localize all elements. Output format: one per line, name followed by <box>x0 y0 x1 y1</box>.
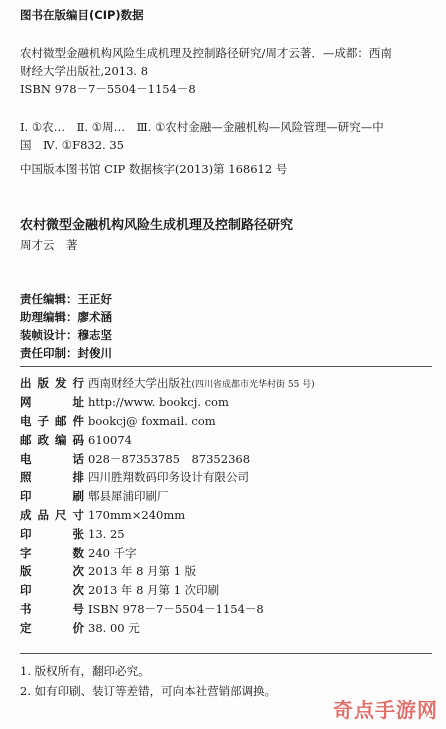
publication-value-text: 240 千字 <box>88 545 137 560</box>
publication-row <box>20 600 432 619</box>
book-title: 农村微型金融机构风险生成机理及控制路径研究 <box>20 218 294 233</box>
publication-label: 印 刷 <box>20 489 84 504</box>
publication-label: 电 话 <box>20 451 84 466</box>
publication-row <box>20 506 432 525</box>
publication-value <box>88 563 196 579</box>
publication-row <box>20 468 432 487</box>
publication-value <box>88 620 140 636</box>
publication-value <box>88 508 185 522</box>
publication-value-text: 四川胜翔数码印务设计有限公司 <box>88 470 249 485</box>
publication-value-text: 13. 25 <box>88 526 125 541</box>
publication-value-text: 170mm×240mm <box>88 507 186 522</box>
staff-print-supervisor: 责任印制：封俊川 <box>20 346 112 360</box>
divider-top <box>20 366 432 367</box>
cip-record-number: 中国版本图书馆 CIP 数据核字(2013)第 168612 号 <box>20 162 288 176</box>
publication-label: 出 版 发 行 <box>20 376 84 391</box>
watermark-logo: 奇点手游网 <box>333 698 438 722</box>
publication-row <box>20 374 432 393</box>
publication-row <box>20 412 432 431</box>
publication-row <box>20 581 432 600</box>
staff-editor: 责任编辑：王正好 <box>20 292 112 306</box>
cip-line-2: 财经大学出版社,2013. 8 <box>20 64 149 78</box>
publication-value <box>88 545 137 561</box>
publication-value-text: 38. 00 元 <box>88 620 140 635</box>
publication-label: 电 子 邮 件 <box>20 413 84 428</box>
publication-value <box>88 527 125 541</box>
cip-isbn: ISBN 978－7－5504－1154－8 <box>20 82 196 96</box>
divider-bottom <box>20 653 432 654</box>
note-exchange: 2. 如有印刷、装订等差错，可向本社营销部调换。 <box>20 684 277 698</box>
publication-value-text: 郫县犀浦印刷厂 <box>88 489 169 504</box>
publication-label: 邮 政 编 码 <box>20 432 84 447</box>
publication-value <box>88 414 216 428</box>
publication-value <box>88 375 315 391</box>
staff-assistant-editor: 助理编辑：廖术涵 <box>20 310 112 324</box>
publication-info <box>20 374 432 637</box>
publication-value-text: ISBN 978－7－5504－1154－8 <box>88 601 264 616</box>
publication-value-text: 2013 年 8 月第 1 次印刷 <box>88 583 220 598</box>
publication-label: 印 张 <box>20 526 84 541</box>
publication-row <box>20 543 432 562</box>
publication-value-text: 2013 年 8 月第 1 版 <box>88 564 197 579</box>
note-copyright: 1. 版权所有，翻印必究。 <box>20 664 150 678</box>
cip-header: 图书在版编目(CIP)数据 <box>20 8 144 22</box>
cip-entry <box>20 44 432 98</box>
publication-row <box>20 393 432 412</box>
classification-line-1: Ⅰ. ①农… Ⅱ. ①周… Ⅲ. ①农村金融—金融机构—风险管理—研究—中 <box>20 120 384 134</box>
publication-row <box>20 430 432 449</box>
classification-line-2: 国 Ⅳ. ①F832. 35 <box>20 138 124 152</box>
publication-value <box>88 488 169 504</box>
publication-value <box>88 582 219 598</box>
publication-label: 网 址 <box>20 395 84 410</box>
classification <box>20 118 432 154</box>
publication-label: 书 号 <box>20 601 84 616</box>
publication-label: 成 品 尺 寸 <box>20 507 84 522</box>
publication-row <box>20 562 432 581</box>
publication-value-text: 西南财经大学出版社 <box>88 376 192 391</box>
publication-row <box>20 618 432 637</box>
cip-line-1: 农村微型金融机构风险生成机理及控制路径研究/周才云著．—成都：西南 <box>20 46 392 60</box>
publication-label: 版 次 <box>20 564 84 579</box>
publication-value <box>88 469 249 485</box>
publication-label: 字 数 <box>20 545 84 560</box>
publication-value <box>88 451 250 467</box>
publication-value-text: 610074 <box>88 432 132 447</box>
publication-row <box>20 487 432 506</box>
publisher-address: (四川省成都市光华村街 55 号) <box>191 380 315 391</box>
staff-designer: 装帧设计：穆志坚 <box>20 328 112 342</box>
publication-label: 照 排 <box>20 470 84 485</box>
book-author: 周才云 著 <box>20 238 78 252</box>
publication-value-text: http://www. bookcj. com <box>88 395 229 410</box>
publication-value-text: bookcj@ foxmail. com <box>88 413 216 428</box>
publication-value-text: 028－87353785 87352368 <box>88 451 251 466</box>
staff-list <box>20 290 432 362</box>
publication-label: 印 次 <box>20 583 84 598</box>
publication-row <box>20 449 432 468</box>
publication-value <box>88 395 229 409</box>
publication-label: 定 价 <box>20 620 84 635</box>
publication-value <box>88 433 132 447</box>
publication-row <box>20 524 432 543</box>
publication-value <box>88 601 264 617</box>
